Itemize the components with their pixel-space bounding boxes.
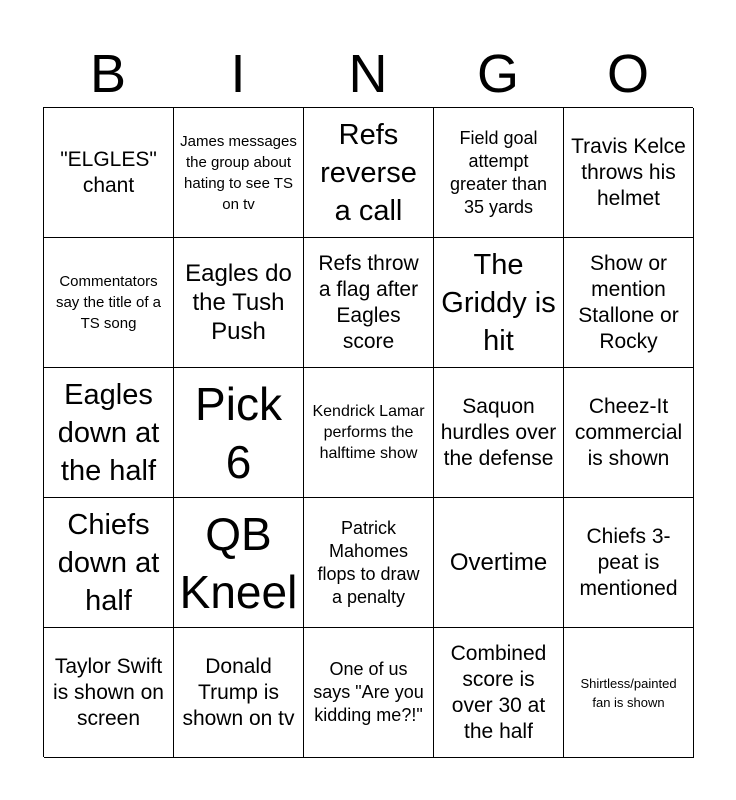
bingo-cell[interactable] [174, 238, 304, 368]
bingo-cell[interactable] [564, 628, 694, 758]
cell-text: Chiefs down at half [57, 508, 160, 617]
bingo-cell[interactable] [44, 238, 174, 368]
cell-text: Commentators say the title of a TS song [55, 273, 162, 332]
cell-text: Saquon hurdles over the defense [440, 394, 557, 470]
bingo-cell[interactable] [44, 108, 174, 238]
bingo-cell[interactable] [304, 108, 434, 238]
bingo-cell[interactable] [434, 108, 564, 238]
cell-text: Refs reverse a call [320, 118, 417, 227]
cell-text: The Griddy is hit [441, 248, 556, 357]
bingo-card [43, 107, 693, 757]
cell-text: James messages the group about hating to see TS on tv [180, 132, 297, 213]
bingo-cell[interactable] [434, 498, 564, 628]
bingo-cell[interactable] [564, 368, 694, 498]
cell-text: Shirtless/painted fan is shown [580, 675, 677, 710]
cell-text: Kendrick Lamar performs the halftime show [312, 403, 425, 462]
cell-text: "ELGLES" chant [60, 147, 157, 197]
bingo-cell[interactable] [174, 108, 304, 238]
bingo-cell[interactable] [174, 628, 304, 758]
header-letter-i: I [230, 44, 246, 104]
bingo-cell[interactable] [174, 368, 304, 498]
bingo-header [43, 40, 693, 108]
bingo-cell[interactable] [564, 498, 694, 628]
bingo-cell[interactable] [44, 628, 174, 758]
cell-text: Donald Trump is shown on tv [182, 654, 295, 730]
bingo-cell[interactable] [174, 498, 304, 628]
cell-text: Field goal attempt greater than 35 yards [449, 127, 548, 217]
cell-text: One of us says "Are you kidding me?!" [313, 659, 424, 725]
bingo-cell[interactable] [44, 368, 174, 498]
cell-text: Travis Kelce throws his helmet [571, 134, 686, 210]
header-letter-o: O [606, 44, 649, 104]
bingo-cell[interactable] [304, 368, 434, 498]
cell-text: Combined score is over 30 at the half [450, 641, 547, 743]
bingo-cell[interactable] [304, 628, 434, 758]
bingo-cell[interactable] [304, 498, 434, 628]
bingo-cell[interactable] [564, 108, 694, 238]
bingo-cell[interactable] [564, 238, 694, 368]
cell-text: Show or mention Stallone or Rocky [578, 251, 679, 353]
cell-text: Chiefs 3-peat is mentioned [579, 524, 678, 600]
bingo-cell[interactable] [434, 368, 564, 498]
cell-text: Taylor Swift is shown on screen [53, 654, 164, 730]
header-letter-g: G [476, 44, 519, 104]
bingo-cell[interactable] [44, 498, 174, 628]
cell-text: Pick 6 [195, 377, 282, 488]
cell-text: Overtime [449, 549, 548, 576]
header-letter-n: N [348, 44, 388, 104]
cell-text: Eagles down at the half [57, 378, 160, 487]
header-letter-b: B [89, 44, 127, 104]
cell-text: Patrick Mahomes flops to draw a penalty [317, 517, 420, 607]
bingo-cell[interactable] [434, 238, 564, 368]
cell-text: QB Kneel [179, 507, 298, 618]
cell-text: Refs throw a flag after Eagles score [318, 251, 419, 353]
bingo-cell[interactable] [304, 238, 434, 368]
bingo-cell[interactable] [434, 628, 564, 758]
cell-text: Cheez-It commercial is shown [574, 394, 683, 470]
cell-text: Eagles do the Tush Push [185, 260, 292, 345]
